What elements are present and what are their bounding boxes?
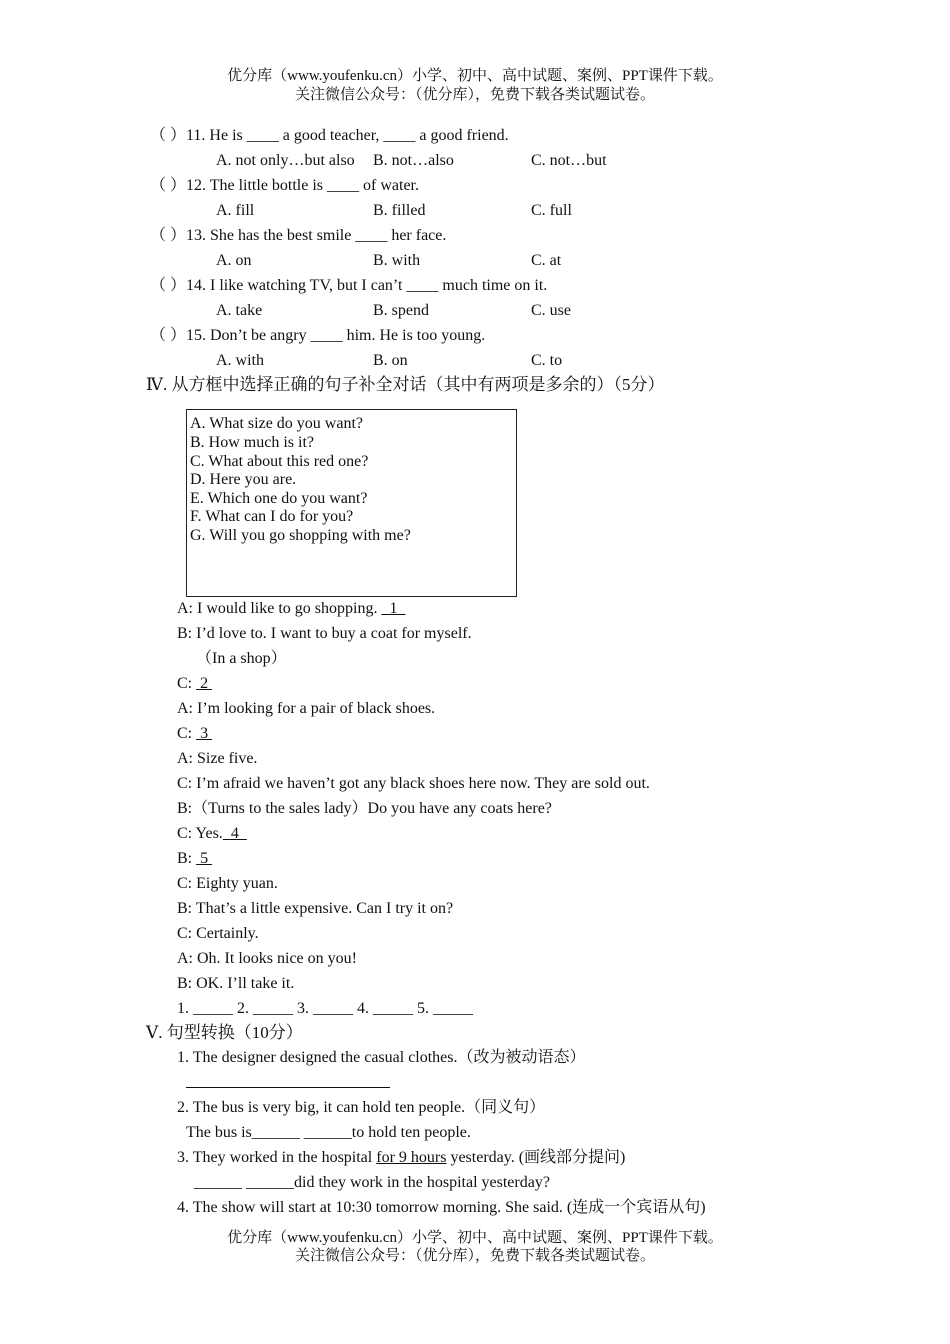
header-line-2: 关注微信公众号：（优分库），免费下载各类试题试卷。 <box>294 87 655 103</box>
blank-1[interactable]: 1 <box>381 600 406 617</box>
option-c: C. at <box>531 252 562 269</box>
option-b: B. filled <box>373 202 426 219</box>
question-text: 13. She has the best smile ____ her face. <box>186 227 447 244</box>
answer-paren[interactable]: （ ） <box>150 227 187 244</box>
dialogue-line <box>177 824 247 844</box>
dialogue-line: B:（Turns to the sales lady）Do you have any coats here? <box>177 800 552 817</box>
option-a: A. take <box>216 302 263 319</box>
answer-blanks[interactable]: 1. _____ 2. _____ 3. _____ 4. _____ 5. _____ <box>177 1000 473 1017</box>
box-option-b: B. How much is it? <box>190 434 314 451</box>
dialogue-line <box>177 599 405 619</box>
answer-paren[interactable]: （ ） <box>150 127 187 144</box>
dialogue-line: A: Oh. It looks nice on you! <box>177 950 357 967</box>
transform-q3 <box>177 1148 625 1168</box>
transform-q2: 2. The bus is very big, it can hold ten people.（同义句） <box>177 1099 546 1116</box>
option-c: C. to <box>531 352 563 369</box>
blank-3[interactable]: 3 <box>196 725 213 742</box>
option-a: A. on <box>216 252 252 269</box>
dialogue-line: B: OK. I’ll take it. <box>177 975 295 992</box>
options-box <box>186 409 517 597</box>
option-c: C. use <box>531 302 571 319</box>
dialogue-line: B: I’d love to. I want to buy a coat for myself. <box>177 625 472 642</box>
dialogue-text: C: <box>177 675 197 692</box>
box-option-d: D. Here you are. <box>190 471 297 488</box>
answer-paren[interactable]: （ ） <box>150 277 187 294</box>
dialogue-line <box>177 849 212 869</box>
box-option-f: F. What can I do for you? <box>190 508 354 525</box>
dialogue-text: A: I would like to go shopping. <box>177 600 382 617</box>
header-line-1: 优分库（www.youfenku.cn）小学、初中、高中试题、案例、PPT课件下载。 <box>227 68 723 84</box>
option-b: B. with <box>373 252 421 269</box>
transform-q4: 4. The show will start at 10:30 tomorrow morning. She said. (连成一个宾语从句) <box>177 1199 706 1216</box>
dialogue-line: C: I’m afraid we haven’t got any black shoes here now. They are sold out. <box>177 775 650 792</box>
dialogue-line: C: Eighty yuan. <box>177 875 278 892</box>
answer-paren[interactable]: （ ） <box>150 177 187 194</box>
blank-4[interactable]: 4 <box>222 825 247 842</box>
dialogue-line: C: Certainly. <box>177 925 259 942</box>
footer-line-2: 关注微信公众号：（优分库），免费下载各类试题试卷。 <box>294 1248 655 1264</box>
section-5-title: Ⅴ. 句型转换（10分） <box>146 1023 303 1042</box>
answer-line-q1[interactable] <box>186 1087 390 1088</box>
question-text: 15. Don’t be angry ____ him. He is too young. <box>186 327 486 344</box>
option-a: A. with <box>216 352 264 369</box>
transform-q1: 1. The designer designed the casual clothes.（改为被动语态） <box>177 1049 586 1066</box>
footer-line-1: 优分库（www.youfenku.cn）小学、初中、高中试题、案例、PPT课件下载。 <box>227 1230 723 1246</box>
box-option-c: C. What about this red one? <box>190 453 369 470</box>
question-text: 11. He is ____ a good teacher, ____ a good friend. <box>186 127 509 144</box>
dialogue-line: A: I’m looking for a pair of black shoes. <box>177 700 436 717</box>
dialogue-line <box>177 674 212 694</box>
q3-text-end: yesterday. (画线部分提问) <box>446 1149 626 1166</box>
dialogue-text: C: <box>177 725 197 742</box>
question-text: 14. I like watching TV, but I can’t ____ much time on it. <box>186 277 548 294</box>
blank-2[interactable]: 2 <box>196 675 213 692</box>
box-option-e: E. Which one do you want? <box>190 490 368 507</box>
dialogue-text: C: Yes. <box>177 825 223 842</box>
box-option-a: A. What size do you want? <box>190 415 363 432</box>
transform-q3-answer[interactable]: ______ ______did they work in the hospital yesterday? <box>194 1174 550 1191</box>
section-4-title: Ⅳ. 从方框中选择正确的句子补全对话（其中有两项是多余的）（5分） <box>146 375 665 394</box>
option-a: A. not only…but also <box>216 152 355 169</box>
box-option-g: G. Will you go shopping with me? <box>190 527 411 544</box>
dialogue-line: A: Size five. <box>177 750 258 767</box>
dialogue-text: B: <box>177 850 197 867</box>
dialogue-line <box>177 724 212 744</box>
dialogue-stage-note: （In a shop） <box>196 650 287 667</box>
option-a: A. fill <box>216 202 255 219</box>
option-c: C. full <box>531 202 572 219</box>
q3-text: 3. They worked in the hospital <box>177 1149 377 1166</box>
answer-paren[interactable]: （ ） <box>150 327 187 344</box>
question-text: 12. The little bottle is ____ of water. <box>186 177 419 194</box>
option-b: B. on <box>373 352 408 369</box>
option-b: B. spend <box>373 302 429 319</box>
option-c: C. not…but <box>531 152 607 169</box>
transform-q2-answer[interactable]: The bus is______ ______to hold ten people. <box>186 1124 471 1141</box>
q3-underlined: for 9 hours <box>376 1149 447 1166</box>
option-b: B. not…also <box>373 152 454 169</box>
blank-5[interactable]: 5 <box>196 850 213 867</box>
dialogue-line: B: That’s a little expensive. Can I try it on? <box>177 900 454 917</box>
